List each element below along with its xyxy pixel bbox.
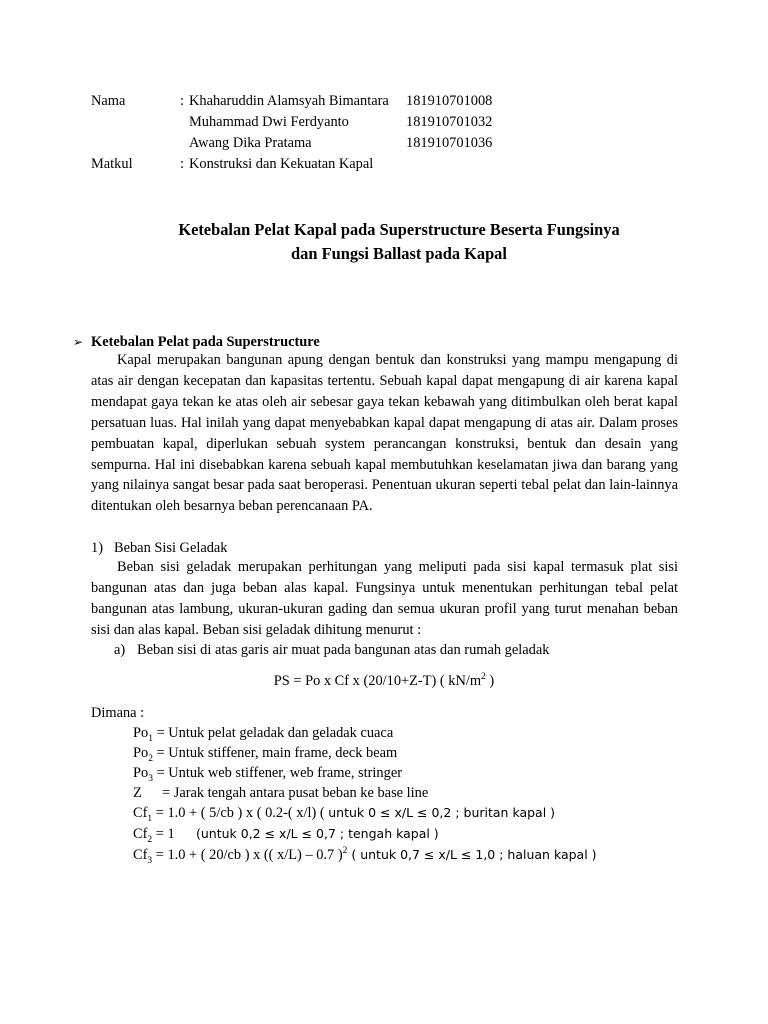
po1-text: = Untuk pelat geladak dan geladak cuaca <box>152 725 394 741</box>
member-nim-2: 181910701032 <box>406 114 493 130</box>
cf2-sub: 2 <box>147 834 153 845</box>
po2-symbol: Po <box>133 745 149 761</box>
subsection-paragraph <box>91 557 678 641</box>
po2-sub: 2 <box>148 753 153 764</box>
po3-sub: 3 <box>148 773 153 784</box>
subsection-paragraph-text: Beban sisi geladak merupakan perhitungan yang meliputi pada sisi kapal termasuk plat sisi bangunan atas dan juga beban alas kapal. Fungsinya untuk menentukan perhitungan tebal pelat bangunan atas lambung, ukuran-ukuran gading dan semua ukuran profil yang turut menahan beban sisi dan alas kapal. Beban sisi geladak dihitung menurut : <box>91 559 678 638</box>
po3-text: = Untuk web stiffener, web frame, stringer <box>152 765 402 781</box>
bullet-arrow-icon: ➢ <box>73 335 84 349</box>
cf3-symbol: Cf <box>133 847 148 863</box>
item-a-label: a) <box>114 642 126 658</box>
section-heading: Ketebalan Pelat pada Superstructure <box>91 334 320 350</box>
cf2-symbol: Cf <box>133 826 148 842</box>
nama-colon: : <box>180 93 184 109</box>
cf1-text: = 1.0 + ( 5/cb ) x ( 0.2-( x/l) ( <box>152 805 329 821</box>
formula-main: PS = Po x Cf x (20/10+Z-T) ( kN/m <box>273 673 482 689</box>
document-title-line-2: dan Fungsi Ballast pada Kapal <box>291 244 507 263</box>
po1-symbol: Po <box>133 725 149 741</box>
po1-sub: 1 <box>148 733 153 744</box>
matkul-label: Matkul <box>91 156 133 172</box>
definition-po3 <box>133 763 402 783</box>
definition-cf3 <box>133 845 597 865</box>
member-name-3: Awang Dika Pratama <box>189 135 312 151</box>
definition-po2 <box>133 743 397 763</box>
formula-end: ) <box>485 673 495 689</box>
cf3-sup: 2 <box>342 846 348 857</box>
cf1-condition: untuk 0 ≤ x/L ≤ 0,2 ; buritan kapal ) <box>328 805 556 820</box>
document-title-line-1: Ketebalan Pelat Kapal pada Superstructure Beserta Fungsinya <box>178 220 620 239</box>
section-paragraph <box>91 350 678 517</box>
member-nim-1: 181910701008 <box>406 93 493 109</box>
cf1-sub: 1 <box>147 813 153 824</box>
cf2-condition: (untuk 0,2 ≤ x/L ≤ 0,7 ; tengah kapal ) <box>196 826 439 841</box>
member-name-1: Khaharuddin Alamsyah Bimantara <box>189 93 389 109</box>
member-name-2: Muhammad Dwi Ferdyanto <box>189 114 349 130</box>
nama-label: Nama <box>91 93 126 109</box>
cf1-symbol: Cf <box>133 805 148 821</box>
z-symbol: Z <box>133 785 142 801</box>
matkul-value: Konstruksi dan Kekuatan Kapal <box>189 156 374 172</box>
subsection-heading: Beban Sisi Geladak <box>114 540 228 556</box>
cf3-condition: ( untuk 0,7 ≤ x/L ≤ 1,0 ; haluan kapal ) <box>347 847 597 862</box>
formula-sup: 2 <box>481 672 486 683</box>
cf2-text: = 1 <box>152 826 175 842</box>
po3-symbol: Po <box>133 765 149 781</box>
definition-cf1 <box>133 803 555 823</box>
cf3-text: = 1.0 + ( 20/cb ) x (( x/L) – 0.7 ) <box>152 847 343 863</box>
matkul-colon: : <box>180 156 184 172</box>
po2-text: = Untuk stiffener, main frame, deck beam <box>152 745 398 761</box>
definition-cf2 <box>133 824 175 844</box>
item-a-text: Beban sisi di atas garis air muat pada bangunan atas dan rumah geladak <box>137 642 550 658</box>
z-text: = Jarak tengah antara pusat beban ke base line <box>162 785 429 801</box>
definition-po1 <box>133 723 393 743</box>
cf3-sub: 3 <box>147 855 153 866</box>
definitions-label: Dimana : <box>91 705 145 721</box>
subsection-number: 1) <box>91 540 103 556</box>
formula-ps <box>0 671 768 691</box>
section-paragraph-text: Kapal merupakan bangunan apung dengan bentuk dan konstruksi yang mampu mengapung di atas air dengan kecepatan dan kapasitas tertentu. Sebuah kapal dapat mengapung di air karena kapal mendapat gaya tekan ke atas oleh air sebesar gaya tekan kebawah yang ditimbulkan oleh berat kapal persatuan luas. Hal inilah yang dapat menyebabkan kapal dapat mengapung di atas air. Dalam proses pembuatan kapal, diperlukan sebuah system perancangan konstruksi, bentuk dan desain yang sempurna. Hal ini disebabkan karena sebuah kapal membutuhkan keselamatan jiwa dan barang yang yang nilainya sangat besar pada saat beroperasi. Penentuan ukuran seperti tebal pelat dan lain-lainnya ditentukan oleh besarnya beban perencanaan PA. <box>91 352 678 515</box>
member-nim-3: 181910701036 <box>406 135 493 151</box>
